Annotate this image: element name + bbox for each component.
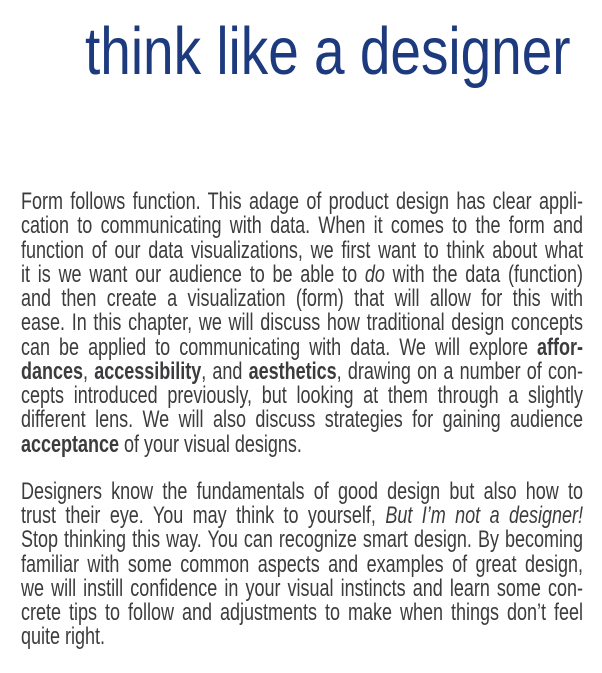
text-line [21, 528, 583, 552]
text-run: function of our data visualizations, we first want to think about what [21, 236, 583, 264]
text-run: of your visual designs. [118, 430, 302, 458]
text-run: can be applied to communicating with data. We will explore [21, 333, 538, 361]
text-run: different lens. We will also discuss strategies for gaining audience [21, 406, 583, 434]
text-run: Form follows function. This adage of product design has clear appli- [21, 188, 583, 215]
text-line [21, 236, 583, 264]
bold-term: accessibility [94, 357, 202, 385]
text-line [21, 477, 583, 505]
text-run: and then create a visualization (form) that will allow for this with [21, 285, 583, 312]
text-run: Designers know the fundamentals of good design but also how to [21, 477, 583, 505]
text-run: quite right. [21, 623, 105, 651]
text-run: , drawing on a number of con- [336, 357, 584, 385]
text-line [21, 625, 583, 649]
text-run: crete tips to follow and adjustments to make when things don’t feel [21, 599, 583, 626]
bold-term: affor- [537, 333, 583, 361]
text-line [21, 550, 583, 578]
chapter-title: think like a designer [85, 14, 571, 89]
text-run: Stop thinking this way. You can recognize smart design. By becoming [21, 526, 583, 554]
text-run: cepts introduced previously, but looking at them through a slightly [21, 382, 583, 409]
text-run: it is we want our audience to be able to [21, 260, 365, 288]
text-run: , and [201, 357, 249, 385]
text-line [21, 357, 584, 385]
text-line [21, 574, 583, 602]
italic-phrase: do [364, 260, 385, 288]
text-line [21, 504, 583, 528]
paragraph [21, 477, 583, 651]
text-line [21, 260, 584, 288]
text-run: cation to communicating with data. When it comes to the form and [21, 212, 583, 240]
text-run: ease. In this chapter, we will discuss how traditional design concepts [21, 309, 583, 337]
text-run: trust their eye. You may think to yourself, [21, 502, 386, 529]
bold-term: dances [21, 357, 83, 385]
bold-term: aesthetics [248, 357, 337, 385]
bold-term: acceptance [21, 430, 119, 458]
text-run: , [82, 357, 95, 385]
text-line [21, 601, 583, 625]
text-line [21, 430, 583, 458]
paragraph [21, 190, 583, 457]
body-text [21, 190, 583, 673]
text-line [21, 311, 583, 335]
text-run: with the data (function) [384, 260, 584, 288]
text-line [21, 214, 583, 238]
text-line [21, 287, 583, 311]
text-run: we will instill confidence in your visual instincts and learn some con- [21, 574, 583, 602]
text-line [21, 333, 583, 361]
text-run: familiar with some common aspects and examples of great design, [21, 550, 583, 578]
text-line [21, 408, 583, 432]
text-line [21, 190, 583, 214]
text-line [21, 384, 583, 408]
italic-phrase: But I’m not a designer! [385, 502, 583, 529]
